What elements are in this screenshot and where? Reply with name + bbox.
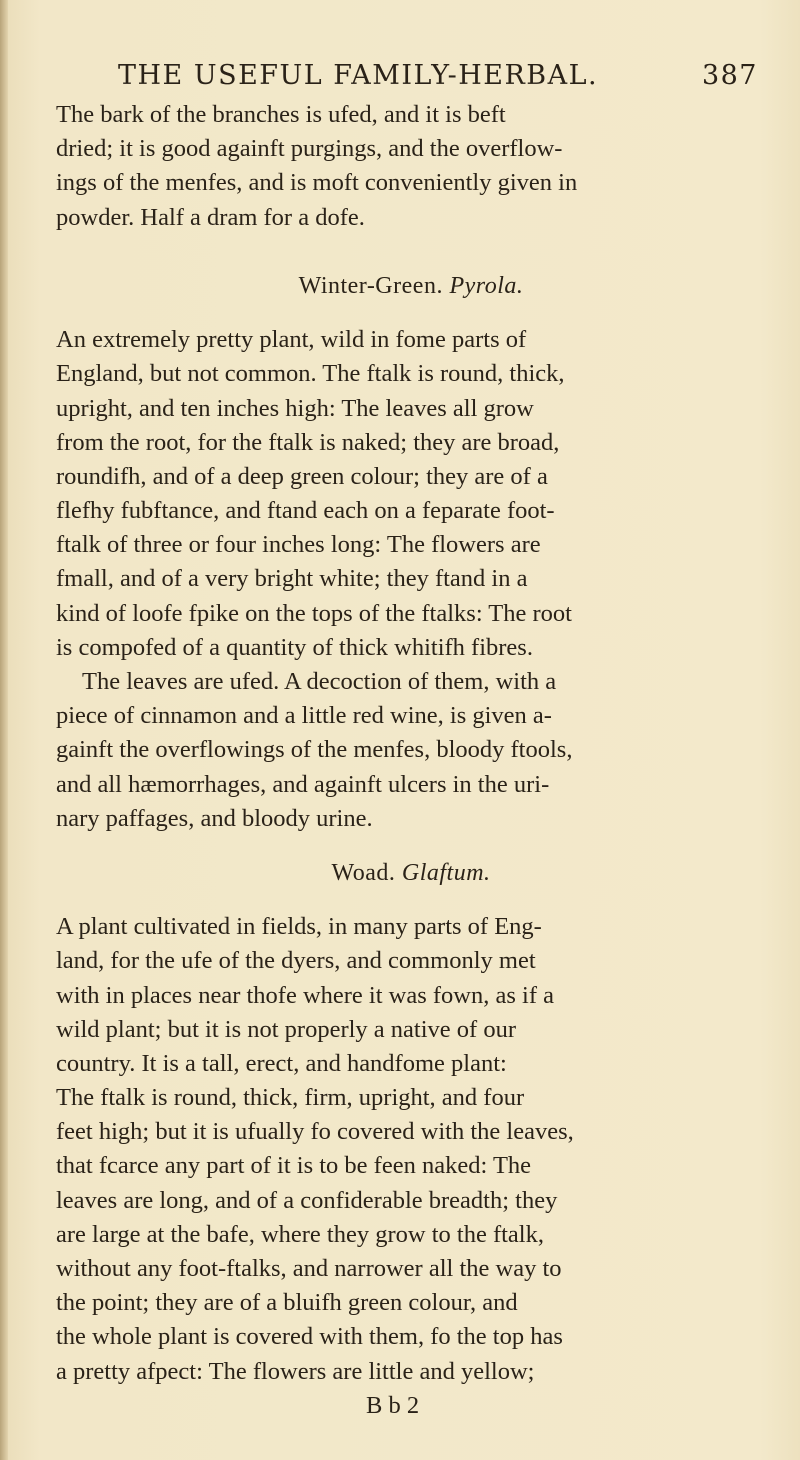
heading-name: Woad. xyxy=(331,859,396,886)
text-line: flefhy fubftance, and ftand each on a feparate foot- xyxy=(56,497,555,525)
text-line: An extremely pretty plant, wild in fome parts of xyxy=(56,326,527,354)
text-line: gainft the overflowings of the menfes, bloody ftools, xyxy=(56,736,573,764)
spacer xyxy=(56,836,766,856)
text-line: upright, and ten inches high: The leaves all grow xyxy=(56,394,534,422)
heading-name: Winter-Green. xyxy=(298,272,443,299)
text-line: roundifh, and of a deep green colour; they are of a xyxy=(56,462,548,490)
winter-green-uses xyxy=(56,665,766,836)
text-line: feet high; but it is ufually fo covered with the leaves, xyxy=(56,1118,574,1146)
text-line: a pretty afpect: The flowers are little and yellow; xyxy=(56,1357,535,1385)
text-line: and all hæmorrhages, and againft ulcers in the uri- xyxy=(56,770,550,798)
heading-latin-name: Glaftum. xyxy=(401,859,491,886)
text-line: The leaves are ufed. A decoction of them, with a xyxy=(82,668,557,695)
section-heading-winter-green xyxy=(56,269,766,303)
spacer xyxy=(56,890,766,910)
text-line: fmall, and of a very bright white; they ftand in a xyxy=(56,565,528,593)
intro-paragraph xyxy=(56,98,766,235)
text-line: kind of loofe fpike on the tops of the ftalks: The root xyxy=(56,599,572,627)
text-line: powder. Half a dram for a dofe. xyxy=(56,203,365,231)
woad-description xyxy=(56,910,766,1389)
page-number: 387 xyxy=(701,60,758,91)
text-line: country. It is a tall, erect, and handfome plant: xyxy=(56,1049,507,1077)
text-line: England, but not common. The ftalk is round, thick, xyxy=(56,360,565,388)
text-line: from the root, for the ftalk is naked; they are broad, xyxy=(56,428,560,456)
text-line: without any foot-ftalks, and narrower all the way to xyxy=(56,1255,562,1282)
spacer xyxy=(56,235,766,269)
text-line: wild plant; but it is not properly a native of our xyxy=(56,1015,516,1043)
text-line: the whole plant is covered with them, fo the top has xyxy=(56,1323,563,1351)
spacer xyxy=(56,303,766,323)
text-line: are large at the bafe, where they grow to the ftalk, xyxy=(56,1220,544,1248)
text-line: piece of cinnamon and a little red wine, is given a- xyxy=(56,702,552,730)
body-text xyxy=(56,98,766,1423)
text-line: that fcarce any part of it is to be feen naked: The xyxy=(56,1152,532,1180)
text-line: The bark of the branches is ufed, and it is beft xyxy=(56,101,506,128)
text-line: dried; it is good againft purgings, and the overflow- xyxy=(56,135,563,163)
text-line: is compofed of a quantity of thick whitifh fibres. xyxy=(56,633,533,661)
heading-latin-name: Pyrola. xyxy=(449,272,524,299)
text-line: ftalk of three or four inches long: The flowers are xyxy=(56,531,541,559)
text-line: The ftalk is round, thick, firm, upright, and four xyxy=(56,1084,525,1112)
text-line: the point; they are of a bluifh green colour, and xyxy=(56,1289,518,1317)
text-line: land, for the ufe of the dyers, and commonly met xyxy=(56,947,536,975)
section-heading-woad xyxy=(56,856,766,890)
winter-green-description xyxy=(56,323,766,665)
text-line: with in places near thofe where it was fown, as if a xyxy=(56,981,554,1009)
text-line: nary paffages, and bloody urine. xyxy=(56,804,373,832)
text-line: A plant cultivated in fields, in many parts of Eng- xyxy=(56,913,542,941)
running-head xyxy=(118,60,758,96)
text-line: ings of the menfes, and is moft conveniently given in xyxy=(56,169,578,197)
text-line: leaves are long, and of a confiderable breadth; they xyxy=(56,1186,558,1214)
binding-edge xyxy=(0,0,8,1460)
running-title: THE USEFUL FAMILY-HERBAL. xyxy=(118,60,599,91)
signature-mark: B b 2 xyxy=(366,1391,420,1419)
